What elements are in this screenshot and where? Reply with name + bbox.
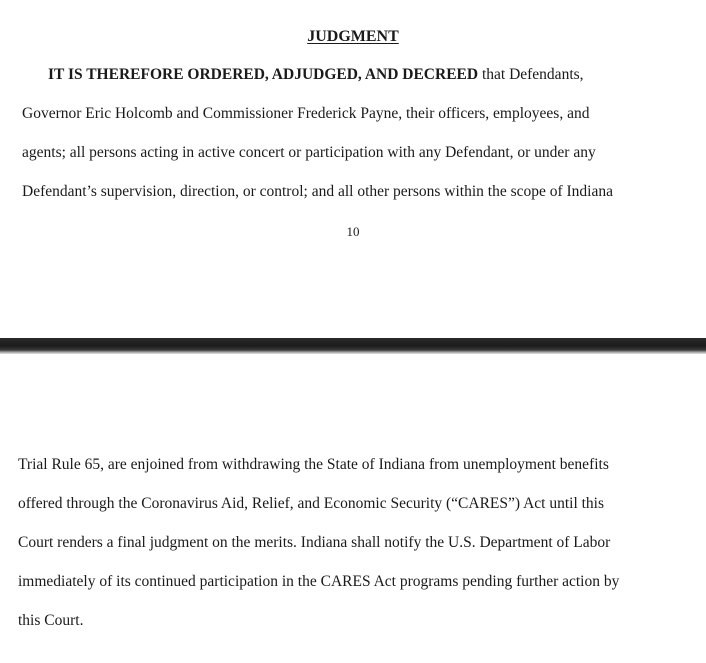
judgment-line-4: Defendant’s supervision, direction, or control; and all other persons within the scope of Indiana bbox=[22, 183, 613, 200]
judgment-line-1 bbox=[48, 65, 584, 85]
continuation-line-1: Trial Rule 65, are enjoined from withdrawing the State of Indiana from unemployment benefits bbox=[18, 456, 609, 473]
judgment-heading: JUDGMENT bbox=[307, 28, 399, 45]
judgment-line-1-text: that Defendants, bbox=[478, 66, 584, 83]
continuation-line-2: offered through the Coronavirus Aid, Relief, and Economic Security (“CARES”) Act until this bbox=[18, 495, 605, 512]
page-number: 10 bbox=[346, 224, 360, 239]
continuation-line-4: immediately of its continued participation in the CARES Act programs pending further action by bbox=[18, 573, 620, 590]
judgment-line-2: Governor Eric Holcomb and Commissioner Frederick Payne, their officers, employees, and bbox=[22, 105, 590, 122]
continuation-line-3: Court renders a final judgment on the merits. Indiana shall notify the U.S. Department of Labor bbox=[18, 534, 611, 551]
page-break-divider bbox=[0, 338, 706, 354]
judgment-line-3: agents; all persons acting in active concert or participation with any Defendant, or under any bbox=[22, 144, 596, 161]
decree-bold-lead: IT IS THEREFORE ORDERED, ADJUDGED, AND DECREED bbox=[48, 66, 479, 83]
continuation-line-5: this Court. bbox=[18, 612, 84, 629]
